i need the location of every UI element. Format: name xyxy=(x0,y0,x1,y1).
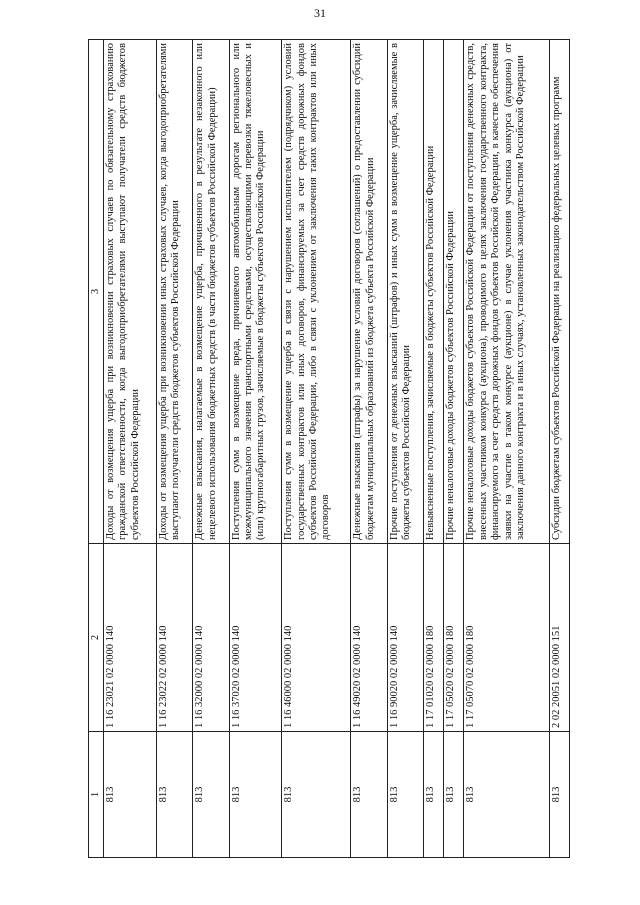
admin-code-cell: 813 xyxy=(104,732,157,858)
revenue-code-cell: 1 16 49020 02 0000 140 xyxy=(351,544,387,732)
admin-code-cell: 813 xyxy=(156,732,192,858)
description-cell: Прочие неналоговые доходы бюджетов субъектов Российской Федерации xyxy=(444,40,464,544)
description-cell: Невыясненные поступления, зачисляемые в бюджеты субъектов Российской Федерации xyxy=(424,40,444,544)
revenue-code-cell: 1 16 37020 02 0000 140 xyxy=(229,544,282,732)
revenue-code-cell: 1 16 90020 02 0000 140 xyxy=(387,544,423,732)
table-row xyxy=(282,40,351,858)
description-cell: Поступления сумм в возмещение ущерба в связи с нарушением исполнителем (подрядчиком) условий государственных контрактов или иных договоров, финансируемых за счет средств дорожных фондов субъектов Российской Федерации, либо в связи с уклонением от заключения таких контрактов или иных договоров xyxy=(282,40,351,544)
description-cell: Прочие неналоговые доходы бюджетов субъектов Российской Федерации от поступления денежных средств, внесенных участником конкурса (аукциона), проводимого в целях заключения государственного контракта, финансируемого за счет средств дорожных фондов субъектов Российской Федерации, в качестве обеспечения заявки на участие в таком конкурсе (аукционе) в случае уклонения участника конкурса (аукциона) от заключения данного контракта и в иных случаях, установленных законодательством Российской Федерации xyxy=(464,40,549,544)
table-row xyxy=(351,40,387,858)
table-row xyxy=(464,40,549,858)
description-cell: Поступления сумм в возмещение вреда, причиняемого автомобильным дорогам регионального или межмуниципального значения транспортными средствами, осуществляющими перевозки тяжеловесных и (или) крупногабаритных грузов, зачисляемые в бюджеты субъектов Российской Федерации xyxy=(229,40,282,544)
admin-code-cell: 813 xyxy=(464,732,549,858)
admin-code-cell: 813 xyxy=(282,732,351,858)
column-header-3: 3 xyxy=(89,40,104,544)
revenue-code-cell: 2 02 20051 02 0000 151 xyxy=(549,544,569,732)
column-header-2: 2 xyxy=(89,544,104,732)
revenue-code-cell: 1 17 01020 02 0000 180 xyxy=(424,544,444,732)
table-row xyxy=(424,40,444,858)
page-number: 31 xyxy=(314,6,326,20)
table-row xyxy=(387,40,423,858)
rotated-table-sheet xyxy=(88,40,570,858)
revenue-code-cell: 1 17 05020 02 0000 180 xyxy=(444,544,464,732)
revenue-code-cell: 1 17 05070 02 0000 180 xyxy=(464,544,549,732)
revenue-code-cell: 1 16 23022 02 0000 140 xyxy=(156,544,192,732)
table-row xyxy=(444,40,464,858)
description-cell: Прочие поступления от денежных взысканий (штрафов) и иных сумм в возмещение ущерба, зачисляемые в бюджеты субъектов Российской Федерации xyxy=(387,40,423,544)
description-cell: Денежные взыскания (штрафы) за нарушение условий договоров (соглашений) о предоставлении субсидий бюджетам муниципальных образований из бюджета субъекта Российской Федерации xyxy=(351,40,387,544)
table-row xyxy=(156,40,192,858)
admin-code-cell: 813 xyxy=(424,732,444,858)
admin-code-cell: 813 xyxy=(193,732,229,858)
table-row xyxy=(229,40,282,858)
revenue-code-cell: 1 16 23021 02 0000 140 xyxy=(104,544,157,732)
admin-code-cell: 813 xyxy=(444,732,464,858)
admin-code-cell: 813 xyxy=(549,732,569,858)
table-header-row xyxy=(89,40,104,858)
table-row xyxy=(104,40,157,858)
description-cell: Доходы от возмещения ущерба при возникновении иных страховых случаев, когда выгодоприобретателями выступают получатели средств бюджетов субъектов Российской Федерации xyxy=(156,40,192,544)
table-row xyxy=(193,40,229,858)
table-row xyxy=(549,40,569,858)
description-cell: Субсидии бюджетам субъектов Российской Федерации на реализацию федеральных целевых программ xyxy=(549,40,569,544)
admin-code-cell: 813 xyxy=(351,732,387,858)
description-cell: Доходы от возмещения ущерба при возникновении страховых случаев по обязательному страхованию гражданской ответственности, когда выгодоприобретателями выступают получатели средств бюджетов субъектов Российской Федерации xyxy=(104,40,157,544)
revenue-code-cell: 1 16 32000 02 0000 140 xyxy=(193,544,229,732)
column-header-1: 1 xyxy=(89,732,104,858)
revenue-code-cell: 1 16 46000 02 0000 140 xyxy=(282,544,351,732)
admin-code-cell: 813 xyxy=(387,732,423,858)
description-cell: Денежные взыскания, налагаемые в возмещение ущерба, причиненного в результате незаконного или нецелевого использования бюджетных средств (в части бюджетов субъектов Российской Федерации) xyxy=(193,40,229,544)
revenue-codes-table xyxy=(88,39,570,858)
admin-code-cell: 813 xyxy=(229,732,282,858)
